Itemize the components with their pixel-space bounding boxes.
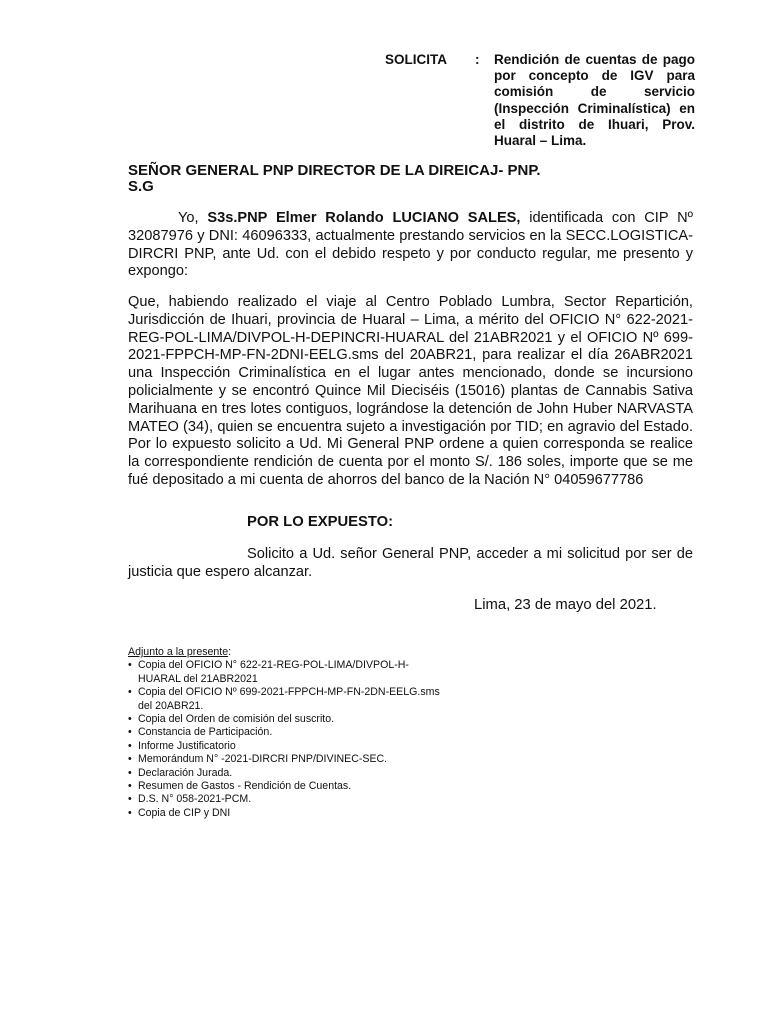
intro-rest: identificada con CIP Nº 32087976 y DNI: 46096333, actualmente prestando servicios en la SECC.LOGISTICA-DIRCRI PNP, ante Ud. con el debido respeto y por conducto regular, me presento y expongo: (128, 210, 693, 280)
attachments-section (128, 646, 448, 820)
attachment-item: • Copia del Orden de comisión del suscrito. (128, 713, 448, 726)
attachment-item: • Resumen de Gastos - Rendición de Cuentas. (128, 780, 448, 793)
document-date: Lima, 23 de mayo del 2021. (474, 597, 657, 613)
applicant-name: S3s.PNP Elmer Rolando LUCIANO SALES, (207, 210, 521, 226)
attachment-item: • Declaración Jurada. (128, 767, 448, 780)
attachments-title-colon: : (228, 646, 232, 658)
addressee-line: SEÑOR GENERAL PNP DIRECTOR DE LA DIREICAJ- PNP. (128, 162, 541, 179)
attachment-item: • Copia del OFICIO N° 622-21-REG-POL-LIMA/DIVPOL-H-HUARAL del 21ABR2021 (128, 659, 448, 686)
attachments-title (128, 646, 448, 659)
request-paragraph: Solicito a Ud. señor General PNP, acceder a mi solicitud por ser de justicia que espero alcanzar. (128, 546, 693, 580)
attachment-item: • Constancia de Participación. (128, 726, 448, 739)
statement-paragraph: Que, habiendo realizado el viaje al Centro Poblado Lumbra, Sector Repartición, Jurisdicción de Ihuari, provincia de Huaral – Lima, a mérito del OFICIO N° 622-2021-REG-POL-LIMA/DIVPOL-H-DEPINCRI-HUARAL del 21ABR2021 y el OFICIO Nº 699-2021-FPPCH-MP-FN-2DNI-EELG.sms del 20ABR21, para realizar el día 26ABR2021 una Inspección Criminalística en el lugar antes mencionado, donde se incursiono policialmente y se encontró Quince Mil Dieciséis (15016) plantas de Cannabis Sativa Marihuana en tres lotes contiguos, lográndose la detención de John Huber NARVASTA MATEO (34), quien se encuentra sujeto a investigación por TID; en agravio del Estado. Por lo expuesto solicito a Ud. Mi General PNP ordene a quien corresponda se realice la correspondiente rendición de cuenta por el monto S/. 186 soles, importe que se me fué depositado a mi cuenta de ahorros del banco de la Nación N° 04059677786 (128, 294, 693, 488)
attachment-item: • Copia de CIP y DNI (128, 807, 448, 820)
request-subject: Rendición de cuentas de pago por concepto de IGV para comisión de servicio (Inspección Criminalística) en el distrito de Ihuari, Prov. Huaral – Lima. (494, 52, 695, 149)
intro-prefix: Yo, (178, 210, 208, 226)
attachment-item: • Memorándum N° -2021-DIRCRI PNP/DIVINEC-SEC. (128, 753, 448, 766)
request-label: SOLICITA (385, 52, 447, 67)
conclusion-heading: POR LO EXPUESTO: (247, 514, 394, 530)
attachment-item: • Copia del OFICIO Nº 699-2021-FPPCH-MP-FN-2DN-EELG.sms del 20ABR21. (128, 686, 448, 713)
attachment-item: • Informe Justificatorio (128, 740, 448, 753)
attachments-title-text: Adjunto a la presente (128, 646, 229, 658)
request-colon: : (475, 52, 480, 67)
attachment-item: • D.S. N° 058-2021-PCM. (128, 793, 448, 806)
attachments-list (128, 659, 448, 820)
intro-paragraph (128, 210, 693, 281)
addressee (128, 163, 541, 195)
addressee-salutation: S.G (128, 178, 154, 195)
